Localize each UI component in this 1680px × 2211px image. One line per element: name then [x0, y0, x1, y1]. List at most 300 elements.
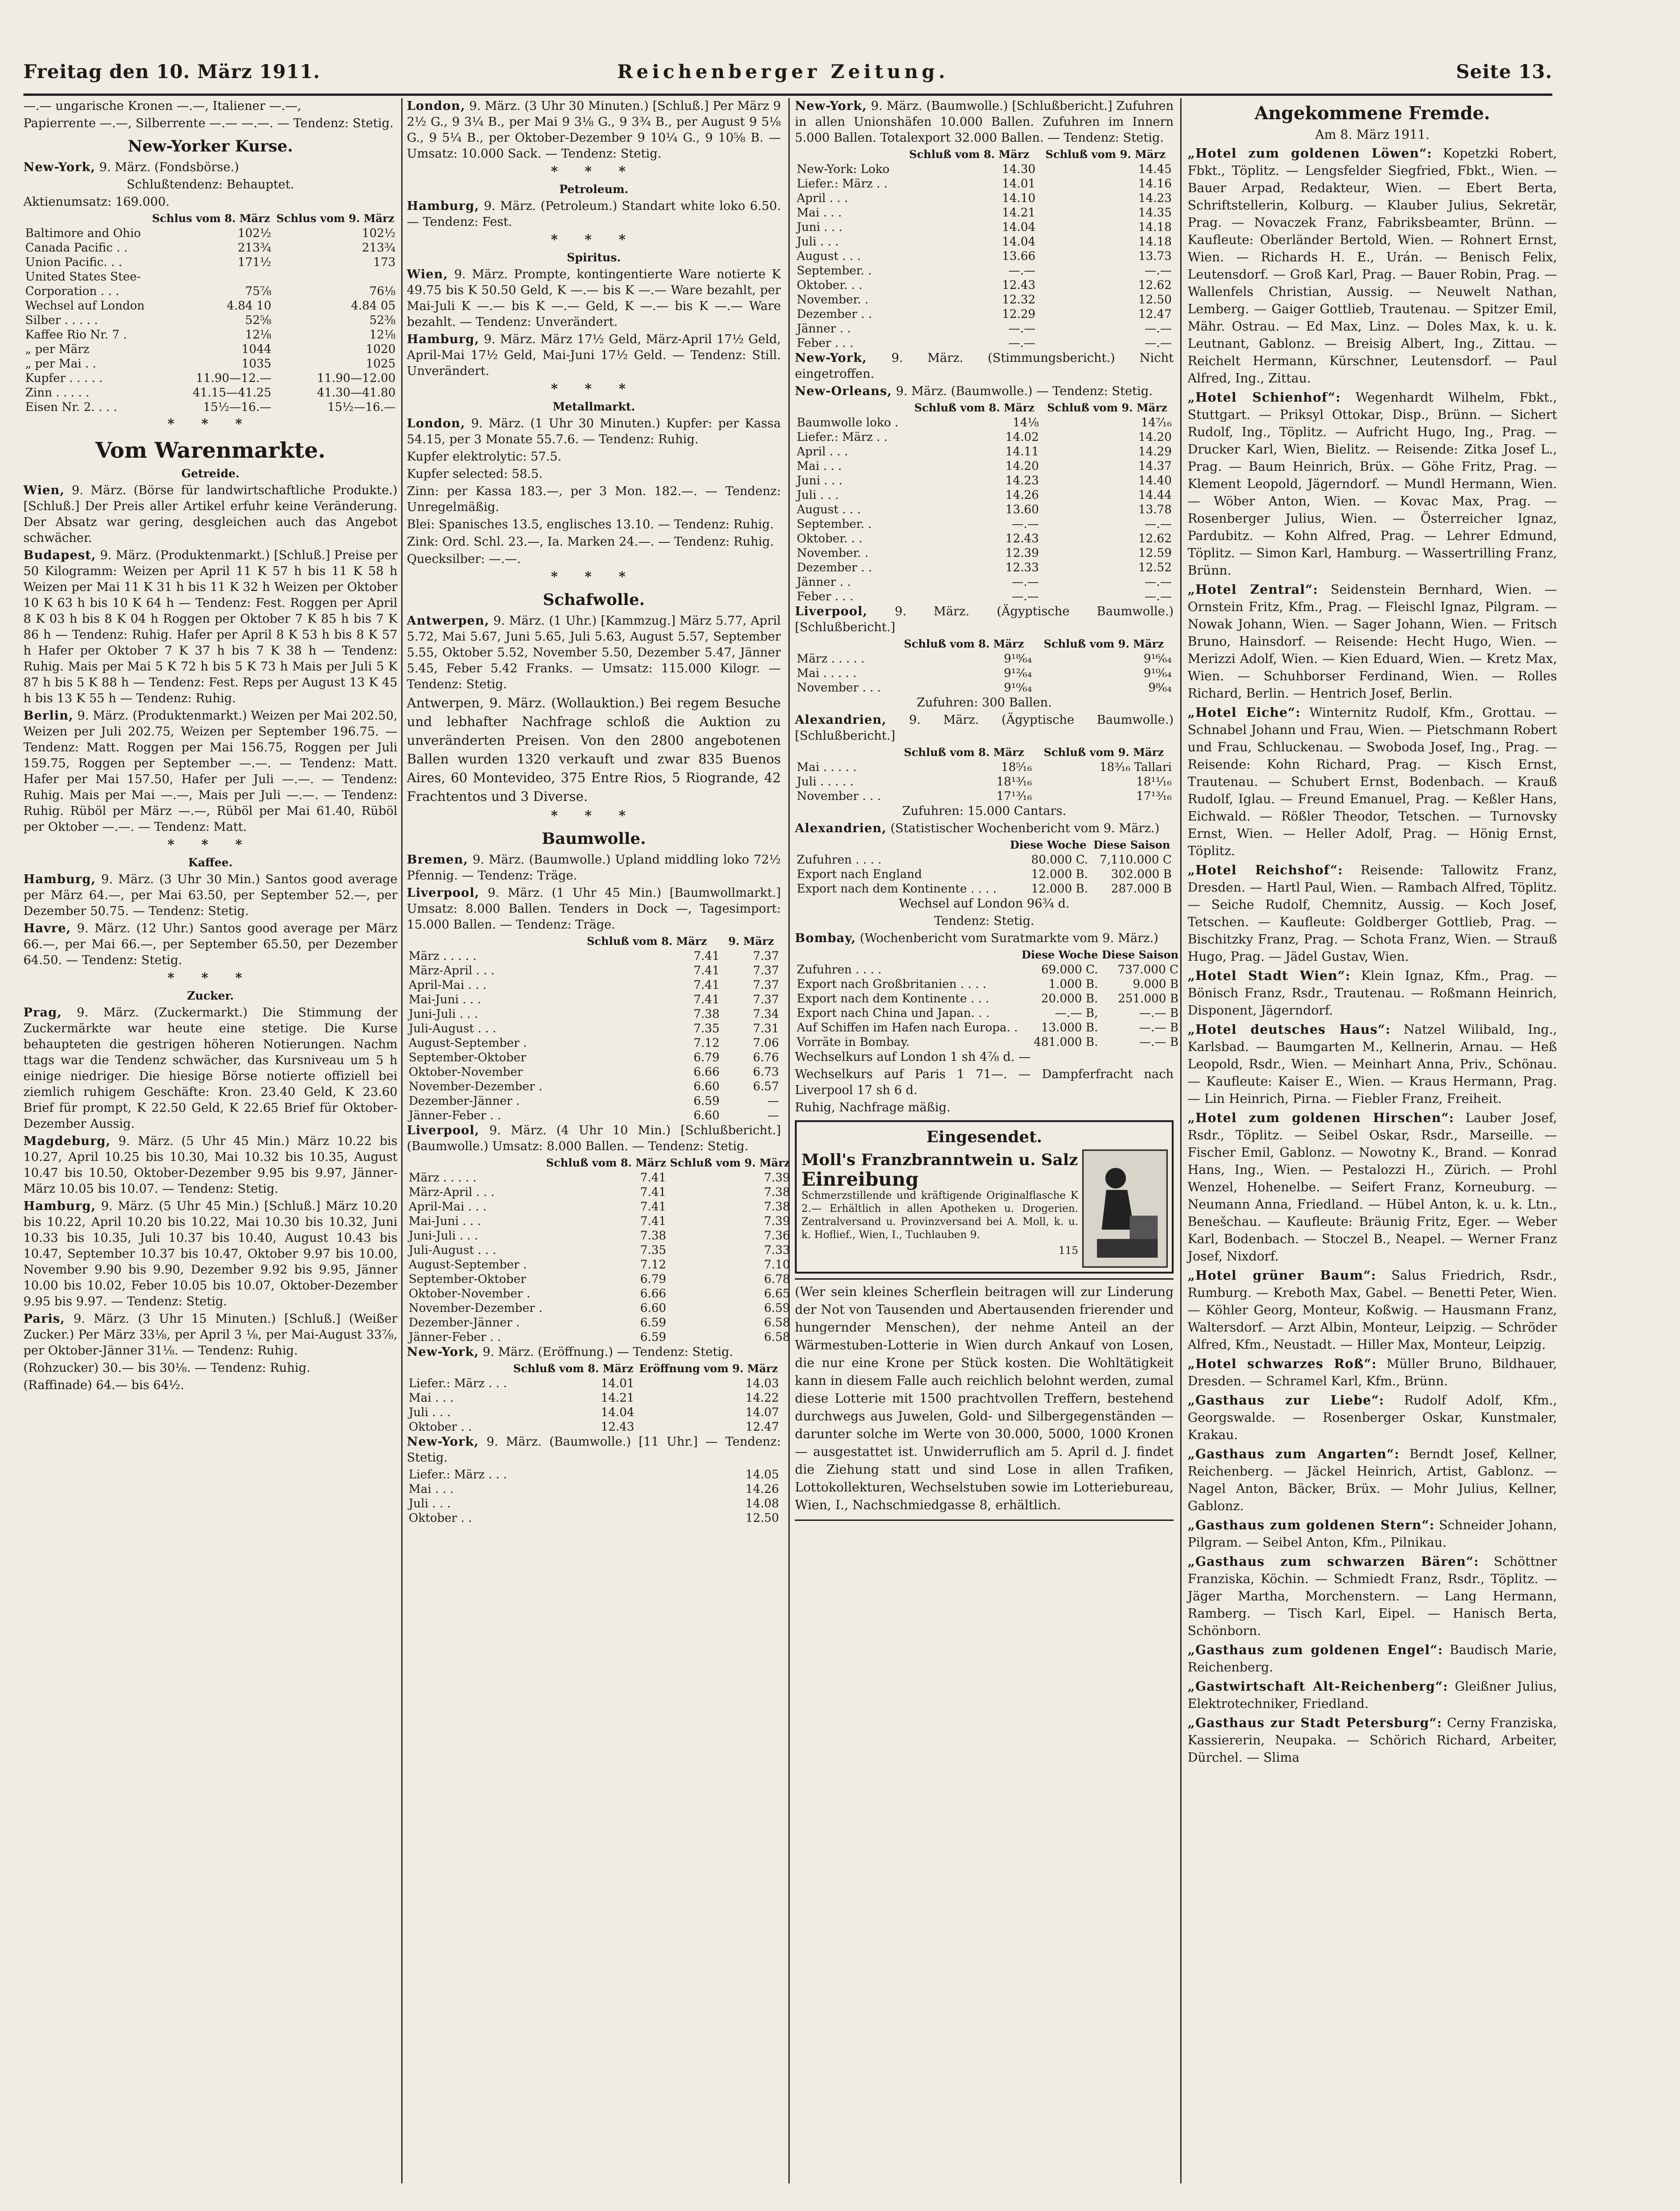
report-text: Zinn: per Kassa 183.—, per 3 Mon. 182.—. — Tendenz: Unregelmäßig. — [407, 484, 781, 514]
advertisement — [795, 1120, 1174, 1274]
table-cell: Mai-Juni . . . — [409, 1214, 481, 1228]
table-row — [795, 321, 1174, 336]
table-row — [23, 400, 397, 414]
guest-list: Rudolf Adolf, Kfm., Georgswalde. — Rosenberger Oskar, Kunstmaler, Krakau. — [1188, 1393, 1557, 1442]
table-cell: 80.000 C. — [1031, 853, 1088, 866]
table-cell: 7.41 — [640, 1200, 666, 1213]
table-header: 9. März — [728, 935, 774, 948]
table-cell: —.— — [1145, 336, 1172, 350]
table-cell: 481.000 B. — [1033, 1035, 1098, 1049]
statistics-table — [795, 948, 1181, 1049]
table-row — [23, 255, 397, 269]
table-header — [407, 1361, 511, 1376]
table-row — [795, 263, 1174, 278]
table-cell: 7.35 — [693, 1022, 720, 1035]
table-cell: 13.78 — [1138, 503, 1172, 516]
table-cell: Zufuhren . . . . — [797, 963, 882, 976]
text-line: —.— ungarische Kronen —.—, Italiener —.—, — [23, 99, 302, 113]
report-text: (Rohzucker) 30.— bis 30⅛. — Tendenz: Ruhig. — [23, 1361, 310, 1375]
hotel-name: „Hotel Eiche“: — [1188, 706, 1301, 720]
table-cell: Oktober-November . — [409, 1287, 531, 1300]
section-heading: Vom Warenmarkte. — [95, 438, 326, 463]
hotel-name: „Hotel zum goldenen Löwen“: — [1188, 146, 1432, 161]
table-cell: November-Dezember . — [409, 1080, 542, 1093]
table-row — [795, 473, 1174, 488]
table-cell: 20.000 B. — [1041, 992, 1098, 1005]
table-header: Diese Woche — [1010, 839, 1087, 851]
report-text: 9. März. März 17½ Geld, März-April 17½ Geld, April-Mai 17½ Geld, Mai-Juni 17½ Geld. — Tendenz: Still. Unverändert. — [407, 332, 781, 378]
report-text: 9. März. (Stimmungsbericht.) Nicht eingetroffen. — [795, 351, 1174, 381]
table-cell: 14.04 — [1002, 220, 1036, 234]
table-row — [23, 269, 397, 284]
table-body — [795, 651, 1174, 695]
table-cell: 14.08 — [745, 1497, 779, 1510]
section-heading: Schafwolle. — [543, 591, 645, 609]
table-cell: 7.37 — [753, 949, 779, 963]
table-cell: Mai . . . . . — [797, 760, 857, 774]
place-name: Alexandrien, — [795, 713, 887, 727]
table-cell: 14.37 — [1138, 459, 1172, 473]
table-cell: 1044 — [241, 342, 272, 356]
guest-list: Seidenstein Bernhard, Wien. — Ornstein Fritz, Kfm., Prag. — Fleischl Ignaz, Pilgram. — Nowak Johann, Wien. — Sager Johann, Wien. — Fritsch Bruno, Hainsdorf. — Reisende: Hecht Hugo, Wien. — Merizzi Adolf, Wien. — Kien Eduard, Wien. — Kretz Max, Wien. — Schuhborser Ferdinand, Wien. — Rolles Richard, Berlin. — Hentrich Josef, Berlin. — [1188, 583, 1557, 701]
hotel-entry — [1188, 1517, 1557, 1551]
table-cell: 14.05 — [745, 1468, 779, 1481]
hotel-entry — [1188, 389, 1557, 579]
table-row — [795, 191, 1174, 205]
table-body — [407, 949, 781, 1123]
table-row — [407, 1036, 781, 1050]
table-cell: Export nach dem Kontinente . . . . — [797, 882, 997, 895]
table-header: Schluß vom 8. März — [513, 1362, 634, 1375]
table-header: Schlus vom 9. März — [276, 212, 395, 225]
table-cell: 12⅛ — [369, 328, 396, 341]
place-name: Bremen, — [407, 853, 469, 867]
table-row — [795, 444, 1174, 459]
table-cell: Feber . . . — [797, 590, 854, 603]
table-cell: 12.29 — [1002, 307, 1036, 321]
guest-list: Gleißner Julius, Elektrotechniker, Friedland. — [1188, 1679, 1557, 1711]
hotel-entry — [1188, 1392, 1557, 1444]
table-row — [795, 234, 1174, 249]
table-cell: 7.41 — [693, 993, 720, 1006]
table-cell: 14.04 — [601, 1405, 635, 1419]
table-row — [795, 517, 1174, 531]
table-row — [407, 978, 781, 992]
table-row — [795, 502, 1174, 517]
hotel-name: „Hotel zum goldenen Hirschen“: — [1188, 1111, 1454, 1125]
table-cell: 14.20 — [1138, 430, 1172, 444]
table-cell: 12.32 — [1002, 293, 1036, 306]
table-cell: 12.50 — [745, 1511, 779, 1525]
table-cell: 213¾ — [238, 241, 272, 254]
table-cell: 7.36 — [764, 1229, 790, 1242]
table-cell: 9¹⁸⁄₆₄ — [1003, 652, 1032, 665]
table-cell: Dezember-Jänner . — [409, 1316, 520, 1329]
hotel-entry — [1188, 1714, 1557, 1766]
table-cell: Jänner-Feber . . — [409, 1330, 501, 1344]
table-cell: Auf Schiffen im Hafen nach Europa. . — [797, 1021, 1018, 1034]
table-header: Diese Saison — [1093, 839, 1170, 851]
table-cell: 7.38 — [764, 1185, 790, 1199]
guest-list: Lauber Josef, Rsdr., Töplitz. — Seibel Oskar, Rsdr., Marseille. — Fischer Emil, Gablonz. — Nowotny K., Brand. — Konrad Hans, Ing., Wien. — Pestalozzi H., Zürich. — Prohl Wenzel, Hohenelbe. — Seifert Franz, Korneuburg. — Neumann Anna, Friedland. — Hübel Anton, k. u. k. Ltn., Benešchau. — Kaufleute: Bräunig Fritz, Eger. — Weber Karl, Bodenbach. — Stoczel B., Neapel. — Werner Franz Josef, Nixdorf. — [1188, 1111, 1557, 1264]
hotel-name: „Gasthaus zum goldenen Engel“: — [1188, 1643, 1443, 1657]
table-row — [407, 1108, 781, 1123]
cotton-table — [407, 1361, 781, 1434]
table-cell: 6.65 — [764, 1287, 790, 1300]
table-cell: 6.60 — [693, 1080, 720, 1093]
table-cell: 12.33 — [1005, 561, 1039, 574]
table-body — [407, 1467, 781, 1525]
table-cell: Export nach England — [797, 867, 922, 881]
table-cell: Liefer.: März . . — [797, 430, 888, 444]
table-row — [23, 298, 397, 313]
ad-illustration-icon — [1083, 1150, 1167, 1267]
table-header — [795, 745, 894, 760]
column-rule — [1180, 98, 1182, 2183]
hotel-name: „Hotel schwarzes Roß“: — [1188, 1357, 1377, 1371]
table-row — [407, 963, 781, 978]
table-cell: 12.50 — [1138, 293, 1172, 306]
table-row — [407, 1511, 781, 1525]
table-row — [795, 789, 1174, 803]
table-row — [23, 356, 397, 371]
table-cell: Juni . . . — [797, 474, 843, 487]
table-cell: 14.23 — [1138, 191, 1172, 205]
ad-einreibung: Einreibung — [801, 1168, 919, 1190]
table-row — [795, 278, 1174, 292]
hotel-entry — [1188, 1021, 1557, 1108]
table-cell: —.— — [1008, 336, 1036, 350]
hotel-entry — [1188, 862, 1557, 965]
column-3 — [795, 98, 1179, 2183]
report-text: 9. März. (Produktenmarkt.) Weizen per Mai 202.50, Weizen per Juli 202.75, Weizen per September 196.75. — Tendenz: Matt. Roggen per Mai 156.75, Roggen per Juli 159.75, Roggen per September —.—. — Tendenz: Matt. Hafer per Mai 157.50, Hafer per Juli —.—. — Tendenz: Ruhig. Mais per Mai —.—, Mais per Juli —.—. — Tendenz: Ruhig. Rüböl per März —.—, Rüböl per Mai 61.40, Rüböl per Oktober —.—. — Tendenz: Matt. — [23, 709, 397, 834]
table-row — [407, 1214, 792, 1228]
table-row — [407, 1185, 792, 1199]
table-cell: 14.29 — [1138, 445, 1172, 458]
table-cell: 4.84 05 — [351, 299, 396, 312]
table-row — [407, 1390, 781, 1405]
table-cell: 12.000 B. — [1031, 867, 1088, 881]
table-cell: Dezember-Jänner . — [409, 1094, 520, 1108]
cotton-table — [407, 1467, 781, 1525]
table-cell: 6.58 — [764, 1316, 790, 1329]
table-cell: 69.000 C. — [1041, 963, 1098, 976]
table-header: Diese Woche — [1021, 949, 1098, 961]
table-cell: 14.22 — [745, 1391, 779, 1404]
hotel-name: „Hotel Reichshof“: — [1188, 863, 1343, 878]
table-row — [795, 176, 1174, 191]
table-header: Schlus vom 8. März — [152, 212, 270, 225]
table-cell: 14.02 — [1005, 430, 1039, 444]
table-cell: 7.41 — [693, 978, 720, 992]
table-cell: 7.39 — [764, 1214, 790, 1228]
table-cell: Export nach Großbritanien . . . . — [797, 977, 987, 991]
table-cell: „ per März — [25, 342, 90, 356]
table-cell: 7.38 — [764, 1200, 790, 1213]
table-cell: Canada Pacific . . — [25, 241, 128, 254]
guest-list: Baudisch Marie, Reichenberg. — [1188, 1643, 1557, 1675]
table-cell: Export nach China und Japan. . . — [797, 1006, 990, 1020]
table-row — [795, 205, 1174, 220]
ad-brand: Moll's Franzbranntwein u. Salz — [801, 1151, 1078, 1169]
table-cell: 13.66 — [1002, 249, 1036, 263]
hotel-name: „Gasthaus zur Stadt Petersburg“: — [1188, 1716, 1442, 1730]
table-body — [407, 1170, 792, 1344]
report-text: 9. März. (Ägyptische Baumwolle.) [Schlußbericht.] — [795, 713, 1174, 743]
guest-list: Müller Bruno, Bildhauer, Dresden. — Schramel Karl, Kfm., Brünn. — [1188, 1357, 1557, 1389]
table-row — [795, 488, 1174, 502]
table-row — [795, 430, 1174, 444]
table-cell: —.— — [1145, 264, 1172, 277]
table-cell: 12.43 — [601, 1420, 635, 1433]
place-name: Budapest, — [23, 548, 96, 562]
table-cell: 6.59 — [640, 1316, 666, 1329]
table-cell: Juli . . . — [409, 1405, 451, 1419]
table-cell: —.— — [1145, 590, 1172, 603]
table-cell: Baumwolle loko . — [797, 416, 899, 429]
table-cell: —.— B, — [1055, 1006, 1098, 1020]
table-cell: Mai . . . — [409, 1482, 454, 1496]
table-cell: 4.84 10 — [226, 299, 272, 312]
table-cell: 14.01 — [1002, 177, 1036, 190]
hotel-entry — [1188, 581, 1557, 702]
page-header — [23, 61, 1552, 96]
table-row — [407, 1496, 781, 1511]
table-row — [795, 991, 1181, 1006]
lottery-notice — [795, 1278, 1174, 1521]
hotel-name: „Gasthaus zum Angarten“: — [1188, 1447, 1400, 1462]
table-row — [407, 1094, 781, 1108]
table-cell — [149, 269, 274, 284]
report-text: (Raffinade) 64.— bis 64½. — [23, 1378, 185, 1392]
table-cell: 17¹³⁄₁₆ — [1136, 789, 1172, 803]
report-text: 9. März. (1 Uhr.) [Kammzug.] März 5.77, April 5.72, Mai 5.67, Juni 5.65, Juli 5.63, August 5.57, September 5.55, Oktober 5.52, November 5.50, Dezember 5.47, Jänner 5.45, Feber 5.42 Franks. — Umsatz: 115.000 Kilogr. — Tendenz: Stetig. — [407, 614, 781, 691]
table-row — [407, 1065, 781, 1079]
table-cell: 14.23 — [1005, 474, 1039, 487]
table-cell: 14.26 — [1005, 488, 1039, 502]
table-row — [795, 336, 1174, 350]
table-cell: 12.62 — [1138, 532, 1172, 545]
place-name: London, — [407, 99, 466, 113]
ad-eingesendet: Eingesendet. — [926, 1128, 1042, 1146]
table-header: Schluß vom 8. März — [586, 935, 707, 948]
table-row — [795, 249, 1174, 263]
statistics-table — [795, 838, 1174, 896]
table-cell: 6.59 — [693, 1094, 720, 1108]
hotel-entry — [1188, 967, 1557, 1019]
table-row — [407, 1257, 792, 1272]
table-cell: —.— — [1011, 517, 1039, 531]
table-cell: April-Mai . . . — [409, 1200, 487, 1213]
column-rule — [401, 98, 403, 2183]
guest-list: Salus Friedrich, Rsdr., Rumburg. — Kreboth Max, Gabel. — Benetti Peter, Wien. — Köhler Georg, Monteur, Koßwig. — Hausmann Franz, Waltersdorf. — Arzt Albin, Monteur, Leipzig. — Schröder Alfred, Kfm., Neustadt. — Hiller Max, Monteur, Leipzig. — [1188, 1268, 1557, 1352]
table-cell: 1020 — [366, 342, 396, 356]
table-cell: —.— — [1008, 264, 1036, 277]
table-cell: 14⅛ — [1012, 416, 1039, 429]
place-name: Havre, — [23, 922, 71, 936]
table-cell — [273, 269, 397, 284]
table-cell: 14.16 — [1138, 177, 1172, 190]
table-body — [795, 852, 1174, 896]
table-cell: 171½ — [238, 255, 272, 269]
place-name: Magdeburg, — [23, 1134, 111, 1148]
table-cell: Jänner-Feber . . — [409, 1109, 501, 1122]
report-text: 9. März. (3 Uhr 30 Minuten.) [Schluß.] Per März 9 2½ G., 9 3¼ B., per Mai 9 3⅛ G., 9 3¾ B., per August 9 5⅛ G., 9 5¼ B., per Oktober-Dezember 9 10¼ G., 9 10⅝ B. — Umsatz: 10.000 Sack. — Tendenz: Stetig. — [407, 99, 781, 161]
table-cell: März . . . . . — [797, 652, 865, 665]
table-cell: 173 — [373, 255, 396, 269]
table-cell: März-April . . . — [409, 1185, 495, 1199]
table-cell: 7.37 — [753, 978, 779, 992]
report-text: Ruhig, Nachfrage mäßig. — [795, 1101, 951, 1115]
table-cell: 7.35 — [640, 1243, 666, 1257]
table-cell: —.— B — [1139, 1035, 1179, 1049]
table-cell: Oktober-November — [409, 1065, 523, 1079]
header-date: Freitag den 10. März 1911. — [23, 61, 320, 83]
table-cell: April-Mai . . . — [409, 978, 487, 992]
report-text: Antwerpen, 9. März. (Wollauktion.) Bei regem Besuche und lebhafter Nachfrage schloß die Auktion zu unveränderten Preisen. Von den 2800 angebotenen Ballen wurden 1320 verkauft und zwar 835 Buenos Aires, 60 Montevideo, 375 Entre Rios, 5 Riogrande, 42 Frachtentos und 3 Diverse. — [407, 695, 781, 804]
table-row — [795, 415, 1174, 430]
table-header: Schluß vom 9. März — [1045, 148, 1166, 161]
table-cell: Oktober . . — [409, 1511, 472, 1525]
table-header — [795, 838, 1007, 852]
hotel-name: „Gasthaus zum schwarzen Bären“: — [1188, 1555, 1479, 1569]
place-name: Liverpool, — [795, 605, 868, 619]
place-name: London, — [407, 417, 466, 431]
table-header: Schluß vom 8. März — [904, 746, 1024, 759]
table-cell: 75⅞ — [245, 284, 272, 298]
table-row — [407, 1315, 792, 1330]
table-row — [795, 852, 1174, 867]
place-name: New-York, — [23, 160, 96, 174]
report-text: Kupfer selected: 58.5. — [407, 467, 543, 481]
table-cell: September. . — [797, 264, 872, 277]
table-row — [795, 531, 1174, 546]
table-row — [407, 1405, 781, 1419]
table-cell: 7.33 — [764, 1243, 790, 1257]
table-cell: Eisen Nr. 2. . . . — [25, 400, 117, 414]
report-text: Schlußtendenz: Behauptet. — [126, 178, 295, 192]
table-cell: 6.60 — [693, 1109, 720, 1122]
table-cell: —.— — [1008, 322, 1036, 335]
report-text: 9. März. (Zuckermarkt.) Die Stimmung der Zuckermärkte war heute eine stetige. Die Kurse behaupteten die gestrigen höheren Notierungen. Nachm ttags war die Tendenz schwächer, das Kursniveau um 5 h einige niedriger. Die hiesige Börse notierte offiziell bei ziemlich ruhigem Geschäfte: Kron. 23.40 Geld, K 23.60 Brief für prompt, K 22.50 Geld, K 22.65 Brief für Oktober-Dezember Aussig. — [23, 1006, 397, 1131]
table-cell: 14.03 — [745, 1376, 779, 1390]
table-cell: 6.78 — [764, 1272, 790, 1286]
table-cell: 6.79 — [693, 1051, 720, 1064]
table-header — [23, 211, 149, 226]
report-text: 9. März. (5 Uhr 45 Min.) März 10.22 bis 10.27, April 10.25 bis 10.30, Mai 10.32 bis 10.35, August 10.47 bis 10.50, Oktober-Dezember 9.95 bis 9.97, Jänner-März 10.05 bis 10.07. — Tendenz: Stetig. — [23, 1134, 398, 1196]
table-cell: Silber . . . . . — [25, 313, 98, 327]
table-cell: August-September . — [409, 1258, 527, 1271]
table-cell: 7.41 — [640, 1185, 666, 1199]
table-cell: Corporation . . . — [25, 284, 119, 298]
table-cell: 12.43 — [1002, 278, 1036, 292]
table-cell: 14.26 — [745, 1482, 779, 1496]
table-cell: 6.66 — [693, 1065, 720, 1079]
table-row — [23, 240, 397, 255]
hotel-entry — [1188, 1553, 1557, 1640]
report-text: Aktienumsatz: 169.000. — [23, 195, 170, 209]
subsection-heading: Getreide. — [181, 467, 240, 480]
report-text: 9. März. (Baumwolle.) — Tendenz: Stetig. — [895, 384, 1153, 398]
report-text: Wechselkurs auf Paris 1 71—. — Dampferfracht nach Liverpool 17 sh 6 d. — [795, 1067, 1174, 1097]
table-cell: 14.30 — [1002, 162, 1036, 176]
hotel-name: „Gastwirtschaft Alt-Reichenberg“: — [1188, 1679, 1449, 1694]
table-cell: September. . — [797, 517, 872, 531]
table-cell: —.— — [1011, 575, 1039, 589]
table-cell: 12⅛ — [245, 328, 272, 341]
table-cell: 6.76 — [753, 1051, 779, 1064]
table-cell: März . . . . . — [409, 949, 477, 963]
ad-body: Schmerzstillende und kräftigende Originalflasche K 2.— Erhältlich in allen Apotheken u. Drogerien. Zentralversand u. Provinzversand bei A. Moll, k. u. k. Hoflief., Wien, I., Tuchlauben 9. — [801, 1190, 1078, 1241]
table-cell: Juli . . . — [797, 235, 839, 248]
cotton-table — [407, 934, 781, 1123]
table-cell: 6.73 — [753, 1065, 779, 1079]
table-cell: 6.66 — [640, 1287, 666, 1300]
table-row — [795, 760, 1174, 774]
divider: * * * — [167, 970, 253, 986]
table-row — [795, 162, 1174, 176]
table-cell: 14.07 — [745, 1405, 779, 1419]
table-row — [795, 589, 1174, 604]
table-cell: Mai . . . — [409, 1391, 454, 1404]
table-cell: 9¹⁰⁄₆₄ — [1003, 681, 1032, 694]
table-cell: Juli . . . . . — [797, 775, 854, 788]
divider: * * * — [551, 164, 637, 179]
table-row — [795, 459, 1174, 473]
table-header: Schluß vom 9. März — [670, 1157, 790, 1169]
table-row — [795, 977, 1181, 991]
hotel-name: „Hotel deutsches Haus“: — [1188, 1023, 1391, 1037]
table-cell: Oktober. . . — [797, 278, 863, 292]
table-header — [795, 147, 901, 162]
table-row — [407, 1482, 781, 1496]
table-cell: 12.43 — [1005, 532, 1039, 545]
table-cell: 102½ — [362, 226, 396, 240]
table-cell: September-Oktober — [409, 1272, 526, 1286]
table-cell: 6.59 — [764, 1301, 790, 1315]
guest-list: Kopetzki Robert, Fbkt., Töplitz. — Lengsfelder Siegfried, Fbkt., Wien. — Bauer Arpad, Redakteur, Wien. — Ebert Berta, Schriftstellerin, Kolburg. — Klauber Julius, Sekretär, Prag. — Novaczek Franz, Fabriksbeamter, Brünn. — Kaufleute: Oberländer Bertold, Wien. — Rohnert Ernst, Wien. — Richards H. E., Urán. — Benisch Felix, Leutensdorf. — Groß Karl, Prag. — Bauer Robin, Prag. — Wallenfels Christian, Aussig. — Neuwelt Nathan, Lemberg. — Gaiger Gottlieb, Trautenau. — Spitzer Emil, Mähr. Ostrau. — Ed Max, Linz. — Doles Max, k. u. k. Leutnant, Gablonz. — Breisig Albert, Ing., Zittau. — Reichelt Hermann, Kürschner, Leutensdorf. — Paul Alfred, Ing., Zittau. — [1188, 146, 1557, 386]
place-name: Hamburg, — [23, 872, 96, 886]
report-text: 9. März. (1 Uhr 45 Min.) [Baumwollmarkt.] Umsatz: 8.000 Ballen. Tenders in Dock —, Tagesimport: 15.000 Ballen. — Tendenz: Träge. — [407, 886, 781, 932]
divider: * * * — [551, 569, 637, 584]
column-4 — [1188, 98, 1557, 2183]
table-cell: 14.21 — [601, 1391, 635, 1404]
table-cell: 14⁷⁄₁₆ — [1140, 416, 1172, 429]
table-header — [407, 1156, 544, 1170]
report-text: 9. März. (Produktenmarkt.) [Schluß.] Preise per 50 Kilogramm: Weizen per April 11 K 57 h bis 11 K 58 h Weizen per Mai 11 K 31 h bis 11 K 32 h Weizen per Oktober 10 K 63 h bis 10 K 64 h — Tendenz: Fest. Roggen per April 8 K 03 h bis 8 K 04 h Roggen per Oktober 7 K 85 h bis 7 K 86 h — Tendenz: Ruhig. Hafer per April 8 K 53 h bis 8 K 57 h Hafer per Oktober 7 K 37 h bis 7 K 38 h — Tendenz: Ruhig. Mais per Mai 5 K 72 h bis 5 K 73 h Mais per Juli 5 K 87 h bis 5 K 88 h — Tendenz: Fest. Reps per August 13 K 45 h bis 13 K 55 h — Tendenz: Ruhig. — [23, 548, 397, 706]
table-header — [795, 948, 1020, 962]
table-cell: Feber . . . — [797, 336, 854, 350]
table-row — [795, 1035, 1181, 1049]
report-text: 9. März. (Petroleum.) Standart white loko 6.50. — Tendenz: Fest. — [407, 199, 781, 229]
table-cell: März-April . . . — [409, 964, 495, 977]
table-row — [407, 1286, 792, 1301]
table-cell: 102½ — [238, 226, 272, 240]
table-cell: 6.79 — [640, 1272, 666, 1286]
table-cell: 14.01 — [601, 1376, 635, 1390]
table-row — [795, 867, 1174, 881]
table-row — [795, 666, 1174, 680]
table-cell: 12.000 B. — [1031, 882, 1088, 895]
report-text: 9. März. (1 Uhr 30 Minuten.) Kupfer: per Kassa 54.15, per 3 Monate 55.7.6. — Tendenz: Ruhig. — [407, 417, 781, 447]
place-name: Liverpool, — [407, 886, 480, 900]
table-row — [407, 1079, 781, 1094]
table-cell: Liefer.: März . . — [797, 177, 888, 190]
table-row — [795, 881, 1174, 896]
table-cell: 18⁵⁄₁₆ — [1001, 760, 1032, 774]
table-cell: Zufuhren . . . . — [797, 853, 882, 866]
column-2 — [407, 98, 790, 2183]
